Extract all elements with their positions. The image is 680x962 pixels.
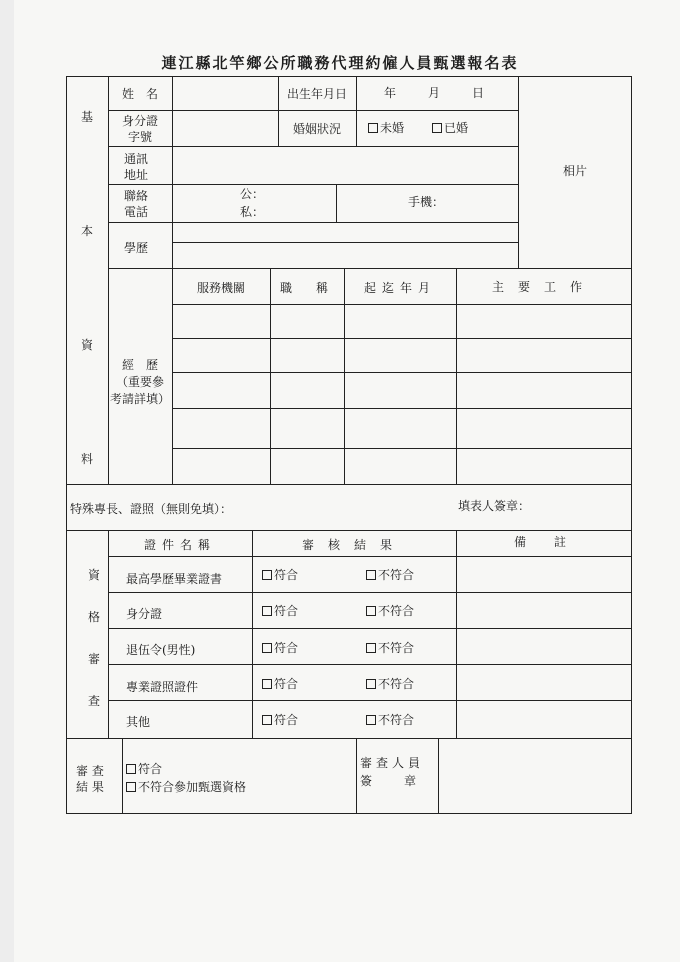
exp-header-title: 職 稱: [279, 281, 334, 295]
line: [356, 76, 357, 146]
section-char: 本: [81, 224, 94, 238]
line: [108, 592, 632, 593]
line: [438, 738, 439, 814]
fail-option[interactable]: [366, 677, 414, 691]
phone-label-2: 電話: [124, 205, 149, 219]
line: [252, 530, 253, 738]
line: [108, 628, 632, 629]
married-text: 已婚: [444, 121, 469, 135]
review-label-2: 結 果: [76, 780, 104, 794]
review-fail-checkbox[interactable]: [126, 782, 136, 792]
line: [270, 268, 271, 484]
married-option[interactable]: [432, 121, 468, 135]
fail-text: 不符合: [378, 641, 415, 655]
line: [122, 738, 123, 814]
photo-label: 相片: [562, 164, 587, 178]
line: [66, 738, 632, 739]
fail-option[interactable]: [366, 604, 414, 618]
section-char: 資: [88, 568, 101, 582]
line: [108, 184, 518, 185]
fail-checkbox[interactable]: [366, 715, 376, 725]
line: [456, 268, 457, 484]
id-label-1: 身分證: [121, 114, 158, 128]
exp-header-period: 起迄年月: [363, 281, 436, 295]
line: [172, 448, 632, 449]
pass-checkbox[interactable]: [262, 715, 272, 725]
form-title: 連江縣北竿鄉公所職務代理約僱人員甄選報名表: [161, 54, 519, 72]
unmarried-checkbox[interactable]: [368, 123, 378, 133]
mobile-label: 手機：: [408, 195, 445, 209]
line: [66, 530, 632, 531]
pass-option[interactable]: [262, 604, 298, 618]
section-char: 審: [88, 652, 101, 666]
id-field[interactable]: [174, 112, 276, 144]
line: [172, 304, 632, 305]
pass-checkbox[interactable]: [262, 643, 272, 653]
qual-header-doc: 證件名稱: [143, 538, 216, 552]
line: [108, 222, 518, 223]
line: [344, 268, 345, 484]
line: [108, 530, 109, 738]
pass-option[interactable]: [262, 641, 298, 655]
address-label-1: 通訊: [124, 152, 149, 166]
line: [108, 664, 632, 665]
birth-label: 出生年月日: [286, 87, 347, 101]
doc-diploma: 最高學歷畢業證書: [126, 572, 223, 586]
line: [66, 484, 632, 485]
line: [108, 268, 632, 269]
fail-text: 不符合: [378, 713, 415, 727]
qual-header-result: 審核結果: [301, 538, 406, 552]
review-pass-text: 符合: [138, 762, 163, 776]
fail-text: 不符合: [378, 604, 415, 618]
line: [108, 556, 632, 557]
id-label-2: 字號: [127, 130, 152, 144]
pass-checkbox[interactable]: [262, 570, 272, 580]
line: [336, 184, 337, 222]
address-field[interactable]: [174, 148, 516, 182]
fail-option[interactable]: [366, 568, 414, 582]
education-label: 學歷: [124, 241, 149, 255]
form-frame: [66, 76, 632, 814]
exp-header-duty: 主要工作: [491, 280, 596, 294]
doc-other: 其他: [126, 715, 151, 729]
section-char: 資: [81, 338, 94, 352]
exp-label-3: 考請詳填）: [109, 392, 170, 406]
doc-id: 身分證: [126, 607, 163, 621]
fail-checkbox[interactable]: [366, 643, 376, 653]
review-fail-text: 不符合參加甄選資格: [138, 780, 247, 794]
reviewer-signature-field[interactable]: [440, 740, 630, 812]
line: [172, 268, 173, 484]
pass-text: 符合: [274, 713, 299, 727]
doc-discharge: 退伍令(男性): [126, 643, 196, 657]
exp-header-agency: 服務機關: [196, 281, 245, 295]
fail-checkbox[interactable]: [366, 679, 376, 689]
applicant-signature-label: 填表人簽章：: [458, 499, 531, 513]
pass-text: 符合: [274, 568, 299, 582]
pass-option[interactable]: [262, 568, 298, 582]
pass-checkbox[interactable]: [262, 679, 272, 689]
reviewer-label-1: 審查人員: [360, 756, 425, 770]
fail-text: 不符合: [378, 568, 415, 582]
name-field[interactable]: [174, 78, 276, 108]
line: [172, 372, 632, 373]
doc-license: 專業證照證件: [126, 680, 199, 694]
section-char: 查: [88, 694, 101, 708]
section-char: 格: [88, 610, 101, 624]
birth-month-unit: 月: [428, 86, 441, 100]
line: [108, 700, 632, 701]
address-label-2: 地址: [124, 168, 149, 182]
reviewer-label-2: 簽 章: [360, 774, 427, 788]
fail-option[interactable]: [366, 641, 414, 655]
review-pass-checkbox[interactable]: [126, 764, 136, 774]
birth-day-unit: 日: [472, 86, 485, 100]
fail-option[interactable]: [366, 713, 414, 727]
line: [356, 738, 357, 814]
pass-text: 符合: [274, 604, 299, 618]
education-field[interactable]: [174, 224, 516, 266]
fail-checkbox[interactable]: [366, 570, 376, 580]
marital-label: 婚姻狀況: [292, 122, 341, 136]
line: [108, 110, 518, 111]
pass-option[interactable]: [262, 713, 298, 727]
unmarried-option[interactable]: [368, 121, 404, 135]
married-checkbox[interactable]: [432, 123, 442, 133]
pass-text: 符合: [274, 641, 299, 655]
qual-header-remark: 備 註: [513, 535, 574, 549]
section-char: 料: [81, 452, 94, 466]
review-label-1: 審 查: [76, 764, 104, 778]
line: [172, 76, 173, 268]
review-fail-option[interactable]: [126, 780, 246, 794]
exp-label-1: 經 歷: [121, 358, 158, 372]
line: [108, 146, 518, 147]
name-label: 姓 名: [121, 87, 158, 101]
office-phone-label: 公：: [240, 187, 265, 201]
unmarried-text: 未婚: [380, 121, 405, 135]
pass-checkbox[interactable]: [262, 606, 272, 616]
phone-label-1: 聯絡: [124, 189, 149, 203]
scan-margin: [0, 0, 14, 962]
fail-text: 不符合: [378, 677, 415, 691]
section-char: 基: [81, 110, 94, 124]
birth-year-unit: 年: [384, 86, 397, 100]
exp-label-2: （重要參: [115, 375, 164, 389]
line: [456, 530, 457, 738]
review-pass-option[interactable]: [126, 762, 162, 776]
pass-option[interactable]: [262, 677, 298, 691]
line: [172, 408, 632, 409]
special-skills-label: 特殊專長、證照（無則免填）：: [70, 502, 233, 516]
fail-checkbox[interactable]: [366, 606, 376, 616]
line: [172, 338, 632, 339]
private-phone-label: 私：: [240, 205, 265, 219]
pass-text: 符合: [274, 677, 299, 691]
